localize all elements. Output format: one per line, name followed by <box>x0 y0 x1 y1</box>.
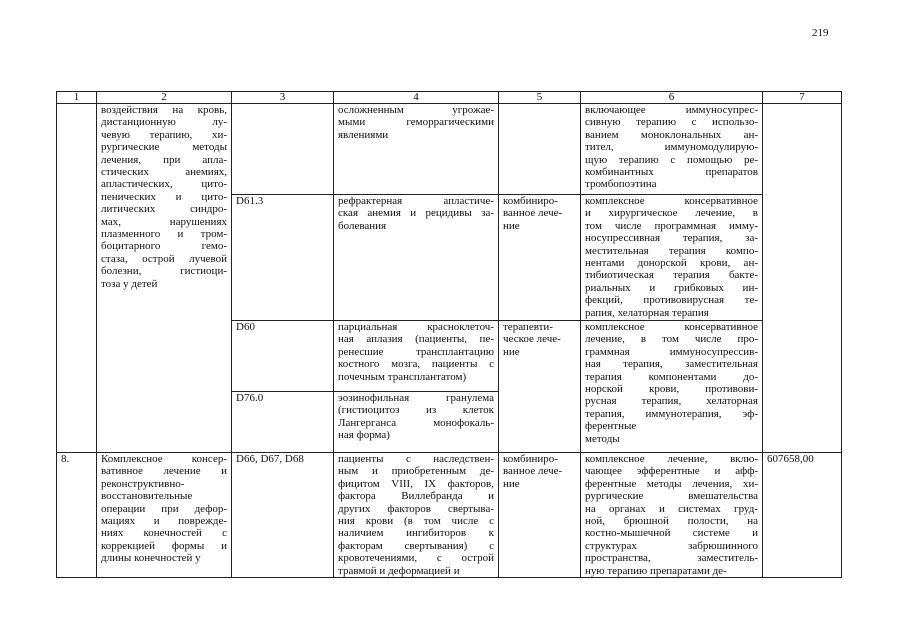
text-line: комбиниро- <box>503 195 558 207</box>
text-line: сивную терапию с использо- <box>585 116 758 129</box>
text-line: ческое лече- <box>503 333 561 346</box>
header-row <box>57 92 842 104</box>
text-line: ние <box>503 477 520 490</box>
text-line: мациях и поврежде- <box>101 515 227 528</box>
treatment-method-cell <box>581 195 763 321</box>
text-line: ная терапия, заместительная <box>585 358 758 371</box>
text-line: на органах и системах груд- <box>585 502 758 515</box>
text-line: нентами донорской крови, ан- <box>585 257 758 270</box>
text-line: ную терапию препаратами де- <box>585 564 727 577</box>
text-line: включающее иммуносупрес- <box>585 104 758 116</box>
text-line: тромбопоэтина <box>585 178 657 191</box>
text-line: осложненным угрожае- <box>338 104 494 116</box>
treatment-method-cell <box>581 453 763 578</box>
text-line: наличием ингибиторов к <box>338 527 494 540</box>
text-line: пациенты с наследствен- <box>338 453 494 465</box>
text-line: операции при дефор- <box>101 502 227 515</box>
col-header-4: 4 <box>334 92 499 104</box>
text-line: чающее эфферентные и афф- <box>585 465 758 478</box>
col-header-7: 7 <box>763 92 842 104</box>
text-line: мыми геморрагическими <box>338 116 494 129</box>
code-cell <box>232 104 334 195</box>
text-line: терапия компонентами до- <box>585 370 758 383</box>
text-line: лечения, при апла- <box>101 153 227 166</box>
code-cell: D76.0 <box>232 392 334 453</box>
text-line: парциальная красноклеточ- <box>338 321 494 333</box>
code-cell: D61.3 <box>232 195 334 321</box>
text-line: костного мозга, пациенты с <box>338 358 494 371</box>
text-line: длины конечностей у <box>101 552 201 565</box>
text-line: апластических, цито- <box>101 178 227 191</box>
text-line: рефрактерная апластиче- <box>338 195 494 207</box>
text-line: терапия, иммунотерапия, эф- <box>585 407 758 420</box>
text-line: щую терапию с помощью ре- <box>585 153 758 166</box>
text-line: Комплексное консер- <box>101 453 227 465</box>
code-cell: D66, D67, D68 <box>232 453 334 578</box>
text-line: травмой и деформацией и <box>338 564 460 577</box>
text-line: (гистиоцитоз из клеток <box>338 404 494 417</box>
text-line: Лангерганса монофокаль- <box>338 416 494 429</box>
text-line: комплексное лечение, вклю- <box>585 453 758 465</box>
text-line: тибиотическая терапия бакте- <box>585 269 758 282</box>
col-header-1: 1 <box>57 92 97 104</box>
text-line: плазменного и тром- <box>101 228 227 241</box>
text-line: фекций, противовирусная те- <box>585 294 758 307</box>
text-line: и хирургическое лечение, в <box>585 207 758 220</box>
text-line: терапевти- <box>503 321 553 333</box>
row-number: 8. <box>57 453 97 578</box>
text-line: явлениями <box>338 128 389 141</box>
col-header-6: 6 <box>581 92 763 104</box>
text-line: местительная терапия компо- <box>585 244 758 257</box>
text-line: граммная иммуносупрессив- <box>585 345 758 358</box>
text-line: ванное лече- <box>503 465 563 478</box>
text-line: ниях конечностей с <box>101 527 227 540</box>
code-cell: D60 <box>232 321 334 392</box>
text-line: комбинантных препаратов <box>585 166 758 179</box>
description-cell <box>97 104 232 453</box>
text-line: рургические методы <box>101 141 227 154</box>
text-line: ренесшие трансплантацию <box>338 345 494 358</box>
text-line: дистанционную лу- <box>101 116 227 129</box>
text-line: болевания <box>338 219 387 232</box>
col-header-2: 2 <box>97 92 232 104</box>
text-line: ной, брюшной полости, на <box>585 515 758 528</box>
text-line: методы <box>585 432 620 445</box>
text-line: рапия, хелаторная терапия <box>585 306 709 319</box>
text-line: ферентные <box>585 420 637 433</box>
text-line: риальных и грибковых ин- <box>585 281 758 294</box>
table-row <box>57 453 842 578</box>
text-line: мах, нарушениях <box>101 215 227 228</box>
text-line: комбиниро- <box>503 453 558 465</box>
text-line: ская анемия и рецидивы за- <box>338 207 494 220</box>
text-line: ная форма) <box>338 429 390 442</box>
text-line: том числе программная иммy- <box>585 219 758 232</box>
text-line: фицитом VIII, IX факторов, <box>338 477 494 490</box>
text-line: воздействия на кровь, <box>101 104 227 116</box>
patient-model-cell <box>334 392 499 453</box>
text-line: лечение, в том числе про- <box>585 333 758 346</box>
patient-model-cell <box>334 453 499 578</box>
patient-model-cell <box>334 104 499 195</box>
cost-cell <box>763 104 842 453</box>
text-line: ние <box>503 345 520 358</box>
text-line: реконструктивно- <box>101 477 185 490</box>
treatment-kind-cell <box>499 104 581 195</box>
treatment-kind-cell <box>499 321 581 453</box>
table-row <box>57 104 842 195</box>
text-line: костно-мышечной системе и <box>585 527 758 540</box>
col-header-3: 3 <box>232 92 334 104</box>
text-line: ванием моноклональных ан- <box>585 128 758 141</box>
text-line: комплексное консервативное <box>585 321 758 333</box>
text-line: почечным трансплантатом) <box>338 370 467 383</box>
text-line: стических анемиях, <box>101 166 227 179</box>
text-line: фактора Виллебранда и <box>338 490 494 503</box>
treatment-table <box>56 91 842 578</box>
treatment-kind-cell <box>499 195 581 321</box>
treatment-kind-cell <box>499 453 581 578</box>
text-line: литических синдро- <box>101 203 227 216</box>
text-line: болезни, гистиоци- <box>101 265 227 278</box>
text-line: боцитарного гемо- <box>101 240 227 253</box>
text-line: других факторов свертыва- <box>338 502 494 515</box>
text-line: рургические вмешательства <box>585 490 758 503</box>
row-number <box>57 104 97 453</box>
text-line: комплексное консервативное <box>585 195 758 207</box>
text-line: ванное лече- <box>503 207 563 220</box>
text-line: коррекцией формы и <box>101 539 227 552</box>
text-line: ферентные методы лечения, хи- <box>585 477 758 490</box>
patient-model-cell <box>334 321 499 392</box>
text-line: ние <box>503 219 520 232</box>
text-line: кровотечениями, с острой <box>338 552 494 565</box>
text-line: русная терапия, хелаторная <box>585 395 758 408</box>
text-line: восстановительные <box>101 490 193 503</box>
treatment-method-cell <box>581 104 763 195</box>
text-line: чевую терапию, хи- <box>101 128 227 141</box>
text-line: тоза у детей <box>101 277 158 290</box>
cost-cell: 607658,00 <box>763 453 842 578</box>
page-number: 219 <box>812 27 829 39</box>
text-line: вативное лечение и <box>101 465 227 478</box>
text-line: структурах забрюшинного <box>585 539 758 552</box>
text-line: ния крови (в том числе с <box>338 515 494 528</box>
text-line: факторам свертывания) с <box>338 539 494 552</box>
treatment-method-cell <box>581 321 763 453</box>
text-line: носупрессивная терапия, за- <box>585 232 758 245</box>
text-line: ная аплазия (пациенты, пе- <box>338 333 494 346</box>
description-cell <box>97 453 232 578</box>
col-header-5: 5 <box>499 92 581 104</box>
text-line: эозинофильная гранулема <box>338 392 494 404</box>
text-line: пространства, заместитель- <box>585 552 758 565</box>
text-line: норской крови, противови- <box>585 383 758 396</box>
text-line: тител, иммуномодулирую- <box>585 141 758 154</box>
text-line: пенических и цито- <box>101 190 227 203</box>
text-line: стаза, острой лучевой <box>101 252 227 265</box>
text-line: ным и приобретенным де- <box>338 465 494 478</box>
patient-model-cell <box>334 195 499 321</box>
